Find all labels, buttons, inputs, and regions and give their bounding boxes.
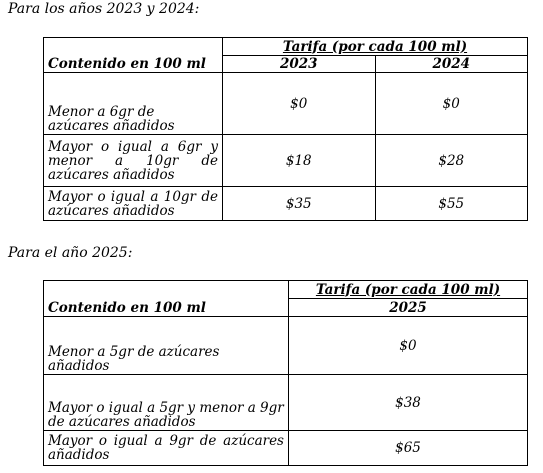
row-value: $38 [289, 375, 528, 431]
table-row [44, 375, 528, 431]
tariff-table-2023-2024 [43, 37, 528, 221]
row-value: $55 [375, 187, 528, 221]
row-label: Mayor o igual a 9gr de azúcares añadidos [44, 431, 289, 466]
content-column-header: Contenido en 100 ml [44, 281, 289, 317]
year-header-2025: 2025 [289, 299, 528, 317]
row-value: $65 [289, 431, 528, 466]
table-row [44, 317, 528, 375]
table-row [44, 135, 528, 187]
table-row [44, 73, 528, 135]
table-header-row [44, 38, 528, 56]
table-header-row [44, 281, 528, 299]
year-header-2024: 2024 [375, 56, 528, 73]
table-row [44, 431, 528, 466]
year-header-2023: 2023 [223, 56, 376, 73]
row-label: Menor a 6gr de azúcares añadidos [44, 73, 223, 135]
tariff-table-2025 [43, 280, 528, 466]
row-label: Mayor o igual a 5gr y menor a 9gr de azúcares añadidos [44, 375, 289, 431]
row-label: Mayor o igual a 6gr y menor a 10gr de azúcares añadidos [44, 135, 223, 187]
row-value: $0 [375, 73, 528, 135]
row-label: Mayor o igual a 10gr de azúcares añadidos [44, 187, 223, 221]
intro-2025: Para el año 2025: [8, 245, 133, 261]
row-label: Menor a 5gr de azúcares añadidos [44, 317, 289, 375]
intro-2023-2024: Para los años 2023 y 2024: [8, 1, 200, 17]
tariff-group-header: Tarifa (por cada 100 ml) [289, 281, 528, 299]
row-value: $18 [223, 135, 376, 187]
row-value: $35 [223, 187, 376, 221]
row-value: $0 [289, 317, 528, 375]
tariff-group-header: Tarifa (por cada 100 ml) [223, 38, 528, 56]
row-value: $28 [375, 135, 528, 187]
content-column-header: Contenido en 100 ml [44, 38, 223, 73]
table-row [44, 187, 528, 221]
row-value: $0 [223, 73, 376, 135]
